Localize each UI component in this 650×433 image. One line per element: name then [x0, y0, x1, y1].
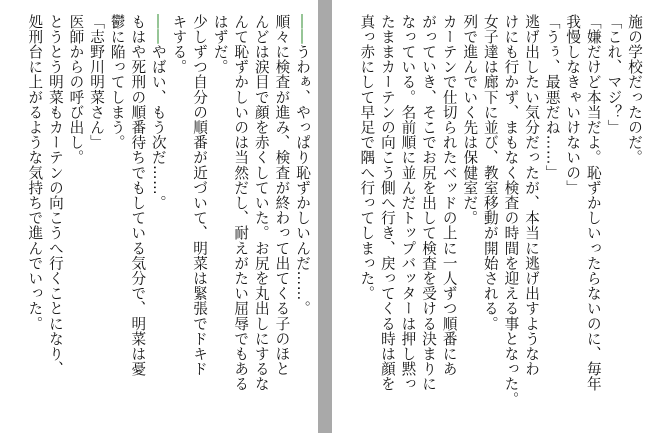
left-page — [0, 0, 318, 433]
text-line: 我慢しなきゃいけないの」 — [564, 14, 582, 196]
text-line: はずだ。 — [211, 14, 229, 75]
page-gutter — [318, 0, 332, 433]
text-line: カーテンで仕切られたベッドの上に一人ずつ順番にあ — [440, 14, 458, 377]
text-line: 施の学校だったのだ。 — [626, 14, 643, 165]
text-line: とうとう明菜もカーテンの向こうへ行くことになり、 — [46, 14, 64, 377]
left-page-text — [24, 14, 312, 433]
text-line: 「志野川明菜さん」 — [88, 14, 106, 150]
text-line: ――やばい、もう次だ……。 — [149, 14, 167, 211]
em-dash: ―― — [294, 14, 311, 45]
text-line: 順々に検査が進み、検査が終わって出てくる子のほと — [273, 14, 291, 377]
text-line: 列で進んでいく先は保健室だ。 — [461, 14, 479, 226]
text-line: 「これ、マジ？」 — [605, 14, 623, 135]
text-line: 女子達は廊下に並び、教室移動が開始される。 — [481, 14, 499, 332]
text-line: 「うぅ、最悪だね……」 — [543, 14, 561, 181]
text-line: んどは涙目で顔を赤くしていた。お尻を丸出しにするな — [252, 14, 270, 392]
text-line: もはや死刑の順番待ちでもしている気分で、明菜は憂 — [129, 14, 147, 377]
text-line: 処刑台に上がるような気持ちで進んでいった。 — [26, 14, 44, 332]
text-line: 逃げ出したい気分だったが、本当に逃げ出すようなわ — [523, 14, 541, 377]
text-line: けにも行かず、まもなく検査の時間を迎える事となった。 — [502, 14, 520, 407]
em-dash: ―― — [149, 14, 167, 45]
text-line: ――うわぁ、やっぱり恥ずかしいんだ……。 — [294, 14, 311, 316]
text-line: 真っ赤にして早足で隅へ行ってしまった。 — [358, 14, 376, 301]
right-page — [332, 0, 650, 433]
text-line: 「嫌だけど本当だよ。恥ずかしいったらないのに、毎年 — [584, 14, 602, 392]
text-line: なっている。名前順に並んだトップバッターは押し黙っ — [399, 14, 417, 392]
text-line: たままカーテンの向こう側へ行き、戻ってくる時は顔を — [378, 14, 396, 392]
text-line: 医師からの呼び出し。 — [67, 14, 85, 165]
text-line: 少しずつ自分の順番が近づいて、明菜は緊張でドキド — [191, 14, 209, 377]
right-page-text — [356, 14, 644, 433]
text-line: キする。 — [170, 14, 188, 75]
text-line: がっていき、そこでお尻を出して検査を受ける決まりに — [420, 14, 438, 392]
text-line: 鬱に陥ってしまう。 — [108, 14, 126, 150]
text-line: んて恥ずかしいのは当然だし、耐えがたい屈辱でもある — [232, 14, 250, 392]
